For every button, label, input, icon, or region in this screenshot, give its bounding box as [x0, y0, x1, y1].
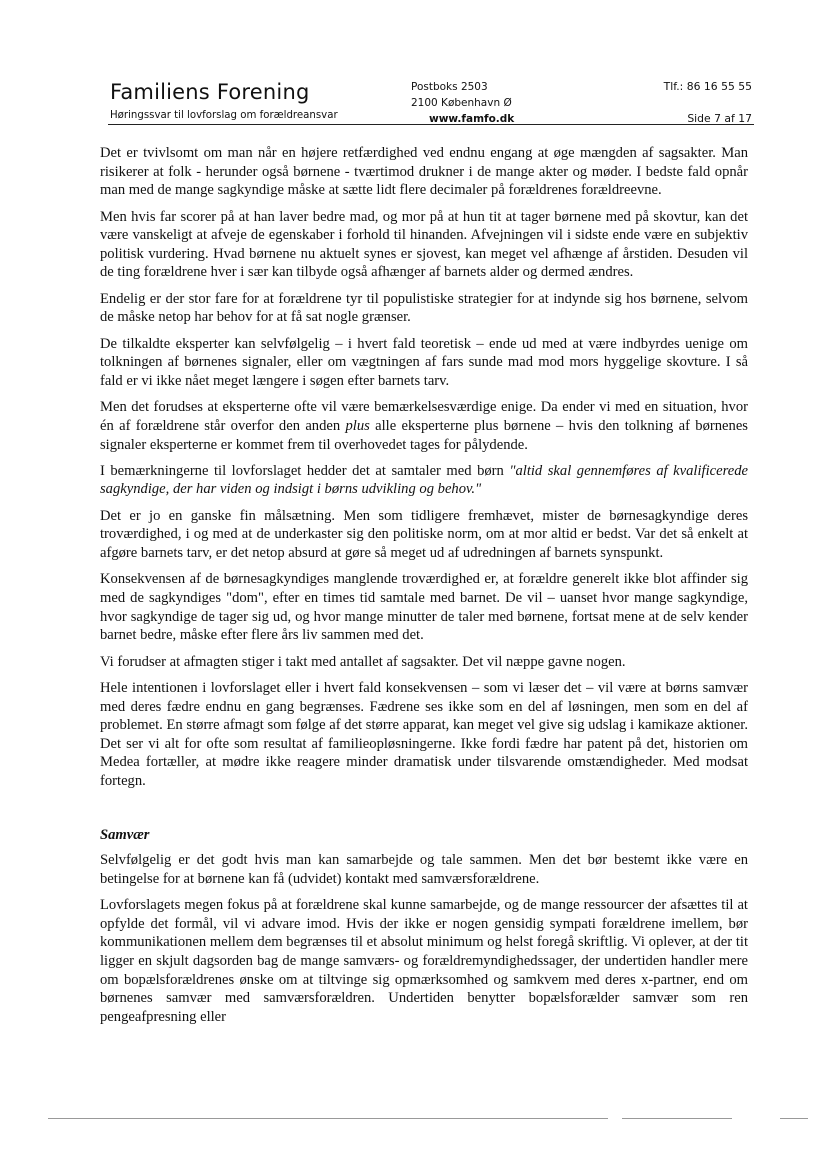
address-line-2: 2100 København Ø [411, 97, 512, 109]
paragraph: Konsekvensen af de børnesagkyndiges manglende troværdighed er, at forældre generelt ikke blot affinder sig med de sagkyndiges "dom", efter en times tid samtale med barnet. De vil – uanset hvor mange sagkyndige, hvor sagkyndige de tager sig ud, og hvor mange minutter de taler med børnene, fortsat mene at de selv kender barnet bedre, måske efter flere års liv sammen med det. [100, 571, 748, 644]
paragraph: De tilkaldte eksperter kan selvfølgelig – i hvert fald teoretisk – ende ud med at være indbyrdes uenige om tolkningen af børnenes signaler, eller om vægtningen af fars sunde mad mod mors hyggelige skovture. I så fald er vi ikke nået meget længere i søgen efter barnets tarv. [100, 335, 748, 389]
address-line-1: Postboks 2503 [411, 81, 488, 93]
document-body [100, 144, 748, 1034]
footer-divider [48, 1118, 608, 1119]
paragraph: Det er jo en ganske fin målsætning. Men som tidligere fremhævet, mister de børnesagkyndige deres troværdighed, i og med at de underkaster sig den politiske norm, om at mor altid er bedst. Var det så enkelt at afgøre barnets tarv, er det netop absurd at gøre så meget ud af udredningen af barnets synspunkt. [100, 507, 748, 562]
section-heading: Samvær [100, 826, 150, 843]
footer-divider [780, 1118, 808, 1119]
letterhead-organization [110, 78, 375, 122]
paragraph: Det er tvivlsomt om man når en højere retfærdighed ved endnu engang at øge mængden af sagsakter. Man risikerer at folk - herunder også børnene - tværtimod drukner i de mange akter og møder. I bedste fald opnår man med de mange sagkyndige måske at sætte lidt flere decimaler på forældrenes forældreevne. [100, 145, 748, 199]
phone-number: Tlf.: 86 16 55 55 [663, 80, 752, 93]
letterhead-address [411, 79, 551, 127]
letterhead-contact [600, 79, 752, 126]
paragraph-text: Men det forudses at eksperterne ofte vil være bemærkelsesværdige enige. Da ender vi med en situation, hvor én af forældrene står overfor den anden [100, 399, 748, 434]
paragraph: Men hvis far scorer på at han laver bedre mad, og mor på at hun tit at tager børnene med på skovtur, kan det være vanskeligt at afveje de egenskaber i forhold til hinanden. Afvejningen vil i sidste ende være en subjektiv politisk vurdering. Hvad børnene nu aktuelt synes er sjovest, kan meget vel afhænge af årstiden. Desuden vil de ting forældrene hver i sær kan tilbyde også afhænger af barnets alder og dermed ændres. [100, 208, 748, 281]
paragraph: Vi forudser at afmagten stiger i takt med antallet af sagsakter. Det vil næppe gavne nogen. [100, 653, 626, 670]
quotation-text: "altid skal gennemføres af kvalificerede sagkyndige, der har viden og indsigt i børns udvikling og behov." [100, 462, 748, 498]
paragraph: Hele intentionen i lovforslaget eller i hvert fald konsekvensen – som vi læser det – vil være at børns samvær med deres fædre endnu en gang begrænses. Fædrene ses ikke som en del af løsningen, men som en del af problemet. En større afmagt som følge af det større apparat, kan meget vel give sig udslag i kamikaze aktioner. Det ser vi alt for ofte som resultat af familieopløsningerne. Ikke fordi fædre har patent på det, historien om Medea fortæller, at mødre ikke reagere minder dramatisk under tilsvarende omstændigheder. Med modsat fortegn. [100, 680, 748, 789]
website-link[interactable]: www.famfo.dk [429, 113, 515, 125]
paragraph: Lovforslagets megen fokus på at forældrene skal kunne samarbejde, og de mange ressourcer der afsættes til at opfylde det formål, vil vi advare imod. Hvis der ikke er nogen gensidig sympati forældrene imellem, bør kommunikationen mellem dem begrænses til et absolut minimum og helst foregå skriftlig. Vi oplever, at der tit ligger en skjult dagsorden bag de mange samværs- og forældremyndighedssager, der undertiden handler mere om bopælsforældrenes ønske om at tiltvinge sig opmærksomhed og samkvem med deres x-partner, end om børnenes samvær med samværsforældren. Undertiden benytter bopælsforælder samvær som ren pengeafpresning eller [100, 897, 748, 1025]
page-number: Side 7 af 17 [687, 112, 752, 125]
paragraph [100, 398, 748, 454]
paragraph: Endelig er der stor fare for at forældrene tyr til populistiske strategier for at indynde sig hos børnene, selvom de måske netop har behov for at få sat nogle grænser. [100, 290, 748, 326]
header-divider [108, 124, 754, 125]
paragraph: Selvfølgelig er det godt hvis man kan samarbejde og tale sammen. Men det bør bestemt ikke være en betingelse for at børnene kan få (udvidet) kontakt med samværsforældrene. [100, 852, 748, 887]
document-subtitle: Høringssvar til lovforslag om forældreansvar [110, 110, 338, 121]
paragraph [100, 462, 748, 499]
paragraph-text: I bemærkningerne til lovforslaget hedder det at samtaler med børn [100, 462, 510, 479]
paragraph-text: alle eksperterne plus børnene – hvis den tolkning af børnenes signaler eksperterne er kommet frem til overhovedet tages for pålydende. [100, 417, 748, 453]
footer-divider [622, 1118, 732, 1119]
emphasis-text: plus [345, 417, 370, 434]
organization-name: Familiens Forening [110, 80, 310, 104]
